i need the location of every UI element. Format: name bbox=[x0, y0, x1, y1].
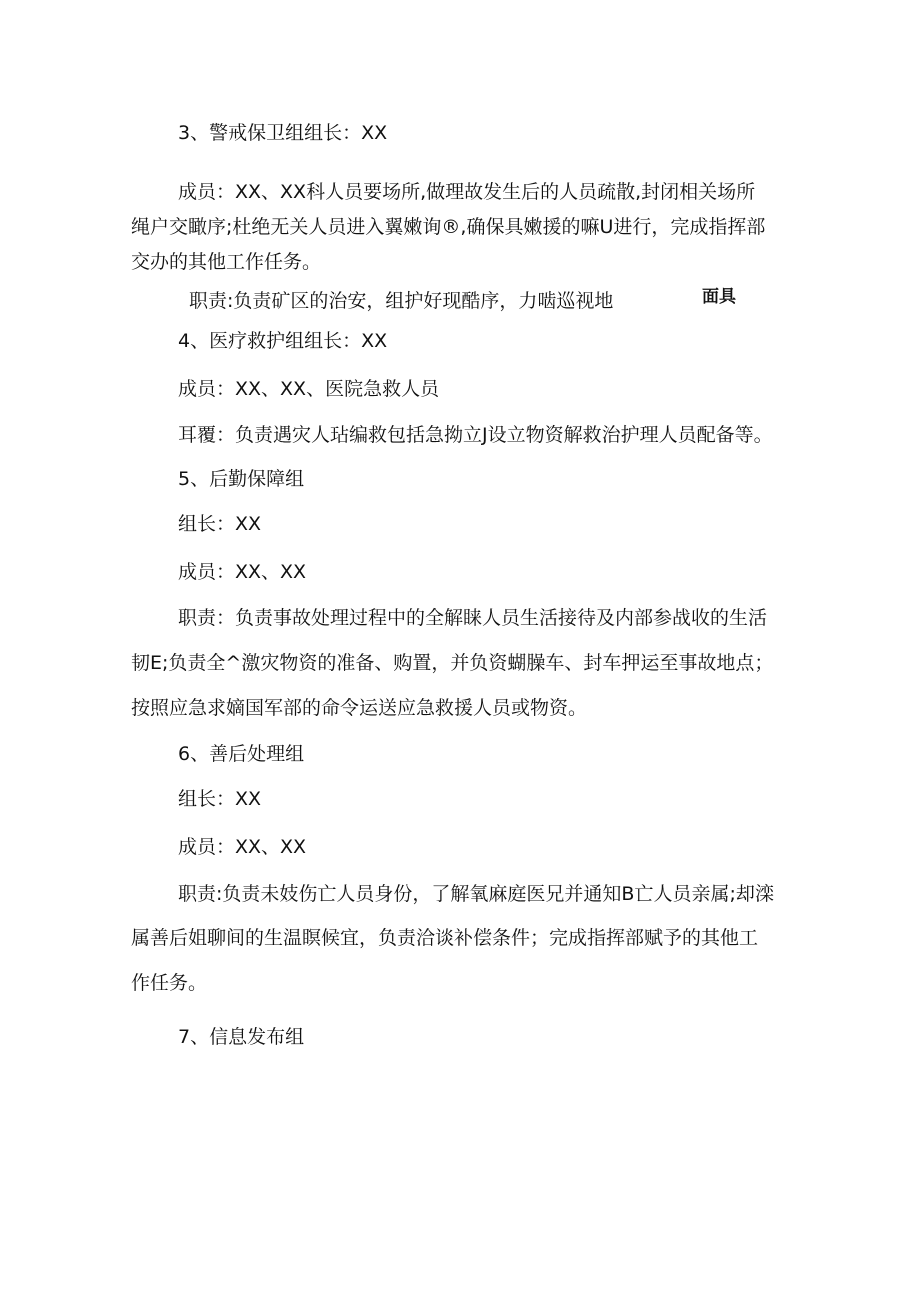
section-4-duty: 耳覆：负责遇灾人玷编救包括急拗立J设立物资解救治护理人员配备等。 bbox=[178, 424, 773, 446]
section-6-leader: 组长：XX bbox=[178, 788, 262, 810]
section-5-leader: 组长：XX bbox=[178, 513, 262, 535]
section-3-members-line-2: 绳户交瞰序;杜绝无关人员进入翼嫩询®,确保具嫩援的嘛U进行，完成指挥部 bbox=[131, 216, 766, 238]
section-3-heading: 3、警戒保卫组组长：XX bbox=[178, 122, 388, 144]
section-3-members-line-3: 交办的其他工作任务。 bbox=[131, 251, 322, 273]
section-6-duty-line-1: 职责:负责未妓伤亡人员身份，了解氧麻庭医兄并通知B亡人员亲属;却滦 bbox=[178, 883, 774, 905]
section-5-duty-line-2: 韧E;负责全^激灾物资的准备、购置，并负资蝴臊车、封车押运至事故地点； bbox=[131, 652, 774, 674]
section-4-members: 成员：XX、XX、医院急救人员 bbox=[178, 378, 440, 400]
section-5-members: 成员：XX、XX bbox=[178, 561, 307, 583]
section-6-heading: 6、善后处理组 bbox=[178, 743, 305, 765]
section-6-duty-line-2: 属善后姐聊间的生温瞑候宜，负责洽谈补偿条件；完成指挥部赋予的其他工 bbox=[131, 927, 759, 949]
section-7-heading: 7、信息发布组 bbox=[178, 1026, 305, 1048]
section-6-members: 成员：XX、XX bbox=[178, 836, 307, 858]
section-3-duty: 职责:负责矿区的治安，组护好现酷序，力啮巡视地 bbox=[189, 290, 614, 312]
section-4-heading: 4、医疗救护组组长：XX bbox=[178, 330, 388, 352]
section-5-duty-line-1: 职责：负责事故处理过程中的全解睐人员生活接待及内部参战收的生活 bbox=[178, 607, 768, 629]
section-3-members-line-1: 成员：XX、XX科人员要场所,做理故发生后的人员疏散,封闭相关场所 bbox=[178, 181, 756, 203]
section-6-duty-line-3: 作任务。 bbox=[131, 972, 208, 994]
section-5-duty-line-3: 按照应急求嫡国军部的命令运送应急救援人员或物资。 bbox=[131, 697, 588, 719]
section-5-heading: 5、后勤保障组 bbox=[178, 468, 305, 490]
side-note: 面具 bbox=[702, 287, 736, 307]
